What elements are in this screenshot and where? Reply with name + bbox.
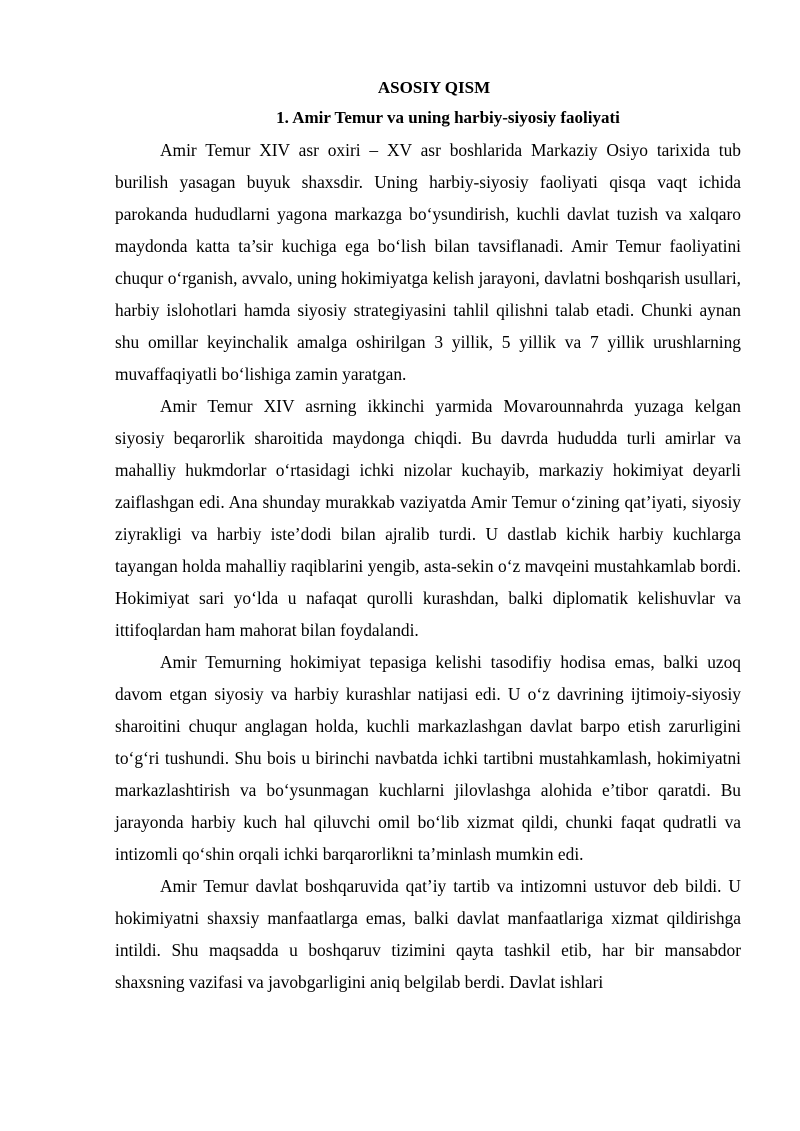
paragraph-1: Amir Temur XIV asr oxiri – XV asr boshlarida Markaziy Osiyo tarixida tub burilish yasagan buyuk shaxsdir. Uning harbiy-siyosiy faoliyati qisqa vaqt ichida parokanda hududlarni yagona markazga bo‘ysundirish, kuchli davlat tuzish va xalqaro maydonda katta ta’sir kuchiga ega bo‘lish bilan tavsiflanadi. Amir Temur faoliyatini chuqur o‘rganish, avvalo, uning hokimiyatga kelish jarayoni, davlatni boshqarish usullari, harbiy islohotlari hamda siyosiy strategiyasini tahlil qilishni talab etadi. Chunki aynan shu omillar keyinchalik amalga oshirilgan 3 yillik, 5 yillik va 7 yillik urushlarning muvaffaqiyatli bo‘lishiga zamin yaratgan. [115,140,741,384]
document-page [115,78,741,998]
section-title: ASOSIY QISM [377,78,491,97]
paragraph-2: Amir Temur XIV asrning ikkinchi yarmida Movarounnahrda yuzaga kelgan siyosiy beqarorlik sharoitida maydonga chiqdi. Bu davrda hududda turli amirlar va mahalliy hukmdorlar o‘rtasidagi ichki nizolar kuchayib, markaziy hokimiyat deyarli zaiflashgan edi. Ana shunday murakkab vaziyatda Amir Temur o‘zining qat’iyati, siyosiy ziyrakligi va harbiy iste’dodi bilan ajralib turdi. U dastlab kichik harbiy kuchlarga tayangan holda mahalliy raqiblarini yengib, asta-sekin o‘z mavqeini mustahkamlab bordi. Hokimiyat sari yo‘lda u nafaqat qurolli kurashdan, balki diplomatik kelishuvlar va ittifoqlardan ham mahorat bilan foydalandi. [115,396,741,640]
chapter-title: 1. Amir Temur va uning harbiy-siyosiy faoliyati [276,108,620,127]
paragraph-4: Amir Temur davlat boshqaruvida qat’iy tartib va intizomni ustuvor deb bildi. U hokimiyatni shaxsiy manfaatlarga emas, balki davlat manfaatlariga xizmat qildirishga intildi. Shu maqsadda u boshqaruv tizimini qayta tashkil etib, har bir mansabdor shaxsning vazifasi va javobgarligini aniq belgilab berdi. Davlat ishlari [115,876,741,992]
paragraph-3: Amir Temurning hokimiyat tepasiga kelishi tasodifiy hodisa emas, balki uzoq davom etgan siyosiy va harbiy kurashlar natijasi edi. U o‘z davrining ijtimoiy-siyosiy sharoitini chuqur anglagan holda, kuchli markazlashgan davlat barpo etish zarurligini to‘g‘ri tushundi. Shu bois u birinchi navbatda ichki tartibni mustahkamlash, hokimiyatni markazlashtirish va bo‘ysunmagan kuchlarni jilovlashga alohida e’tibor qaratdi. Bu jarayonda harbiy kuch hal qiluvchi omil bo‘lib xizmat qildi, chunki faqat qudratli va intizomli qo‘shin orqali ichki barqarorlikni ta’minlash mumkin edi. [115,652,741,864]
